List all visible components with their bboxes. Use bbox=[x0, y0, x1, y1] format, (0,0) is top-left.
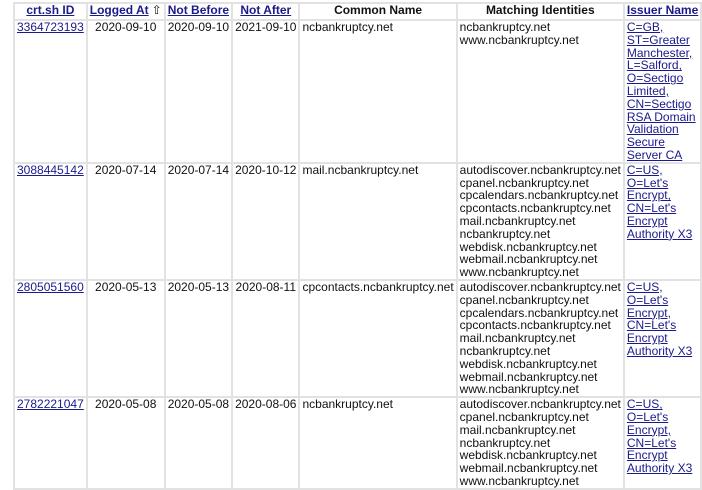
matching-identities bbox=[457, 20, 624, 163]
table-row bbox=[14, 397, 701, 489]
crtsh-id-link[interactable]: 2805051560 bbox=[17, 279, 84, 294]
matching-identity: mail.ncbankruptcy.net bbox=[459, 213, 576, 228]
logged-at: 2020-09-10 bbox=[87, 20, 165, 163]
matching-identity: www.ncbankruptcy.net bbox=[459, 382, 579, 397]
logged-at: 2020-05-08 bbox=[87, 397, 165, 489]
issuer-name-link[interactable]: C=US, O=Let's Encrypt, CN=Let's Encrypt Authority X3 bbox=[626, 279, 693, 358]
not-before: 2020-07-14 bbox=[165, 163, 232, 280]
table-row bbox=[14, 163, 701, 280]
not-before: 2020-05-13 bbox=[165, 280, 232, 397]
matching-identities bbox=[457, 163, 624, 280]
issuer-name-link[interactable]: C=GB, ST=Greater Manchester, L=Salford, O=Sectigo Limited, CN=Sectigo RSA Domain Validation Secure Server CA bbox=[626, 20, 696, 162]
matching-identity: cpanel.ncbankruptcy.net bbox=[459, 175, 589, 190]
matching-identity: cpcontacts.ncbankruptcy.net bbox=[459, 201, 611, 216]
matching-identity: webmail.ncbankruptcy.net bbox=[459, 252, 598, 267]
matching-identity: cpcalendars.ncbankruptcy.net bbox=[459, 305, 619, 320]
matching-identity: cpanel.ncbankruptcy.net bbox=[459, 292, 589, 307]
sort-logged-at[interactable]: Logged At bbox=[89, 3, 149, 17]
matching-identity: autodiscover.ncbankruptcy.net bbox=[459, 162, 621, 177]
matching-identity: webdisk.ncbankruptcy.net bbox=[459, 356, 597, 371]
matching-identity: www.ncbankruptcy.net bbox=[459, 473, 579, 488]
matching-identity: cpcalendars.ncbankruptcy.net bbox=[459, 188, 619, 203]
sort-not-after[interactable]: Not After bbox=[240, 3, 292, 17]
matching-identity: autodiscover.ncbankruptcy.net bbox=[459, 279, 621, 294]
table-row bbox=[14, 20, 701, 163]
matching-identity: webdisk.ncbankruptcy.net bbox=[459, 448, 597, 463]
logged-at: 2020-07-14 bbox=[87, 163, 165, 280]
not-before: 2020-05-08 bbox=[165, 397, 232, 489]
matching-identity: cpcontacts.ncbankruptcy.net bbox=[459, 318, 611, 333]
sort-crtsh-id[interactable]: crt.sh ID bbox=[26, 3, 75, 17]
matching-identity: cpanel.ncbankruptcy.net bbox=[459, 409, 589, 424]
matching-identities bbox=[457, 280, 624, 397]
header-row bbox=[14, 3, 701, 20]
matching-identity: mail.ncbankruptcy.net bbox=[459, 331, 576, 346]
not-before: 2020-09-10 bbox=[165, 20, 232, 163]
crtsh-id-link[interactable]: 2782221047 bbox=[17, 397, 84, 412]
common-name: ncbankruptcy.net bbox=[299, 397, 456, 489]
not-after: 2020-08-11 bbox=[232, 280, 299, 397]
certificates-table bbox=[13, 2, 702, 490]
issuer-name-link[interactable]: C=US, O=Let's Encrypt, CN=Let's Encrypt Authority X3 bbox=[626, 397, 693, 476]
matching-identity: webmail.ncbankruptcy.net bbox=[459, 461, 598, 476]
matching-identity: mail.ncbankruptcy.net bbox=[459, 422, 576, 437]
matching-identity: ncbankruptcy.net bbox=[459, 226, 551, 241]
logged-at: 2020-05-13 bbox=[87, 280, 165, 397]
matching-identity: webmail.ncbankruptcy.net bbox=[459, 369, 598, 384]
common-name: ncbankruptcy.net bbox=[299, 20, 456, 163]
table-row bbox=[14, 280, 701, 397]
sort-issuer-name[interactable]: Issuer Name bbox=[626, 3, 699, 17]
sort-ascending-icon: ⇧ bbox=[151, 3, 162, 17]
crtsh-id-link[interactable]: 3364723193 bbox=[17, 20, 84, 34]
issuer-name-link[interactable]: C=US, O=Let's Encrypt, CN=Let's Encrypt Authority X3 bbox=[626, 162, 693, 241]
matching-identity: ncbankruptcy.net bbox=[459, 20, 551, 34]
sort-not-before[interactable]: Not Before bbox=[167, 3, 230, 17]
not-after: 2020-10-12 bbox=[232, 163, 299, 280]
matching-identities bbox=[457, 397, 624, 489]
matching-identity: ncbankruptcy.net bbox=[459, 435, 551, 450]
matching-identity: www.ncbankruptcy.net bbox=[459, 265, 579, 280]
matching-identity: webdisk.ncbankruptcy.net bbox=[459, 239, 597, 254]
crtsh-id-link[interactable]: 3088445142 bbox=[17, 162, 84, 177]
common-name: mail.ncbankruptcy.net bbox=[299, 163, 456, 280]
not-after: 2020-08-06 bbox=[232, 397, 299, 489]
common-name: cpcontacts.ncbankruptcy.net bbox=[299, 280, 456, 397]
matching-identity: ncbankruptcy.net bbox=[459, 343, 551, 358]
not-after: 2021-09-10 bbox=[232, 20, 299, 163]
matching-identity: autodiscover.ncbankruptcy.net bbox=[459, 397, 621, 412]
common-name-header: Common Name bbox=[299, 3, 456, 20]
matching-identity: www.ncbankruptcy.net bbox=[459, 32, 579, 47]
matching-identities-header: Matching Identities bbox=[457, 3, 624, 20]
